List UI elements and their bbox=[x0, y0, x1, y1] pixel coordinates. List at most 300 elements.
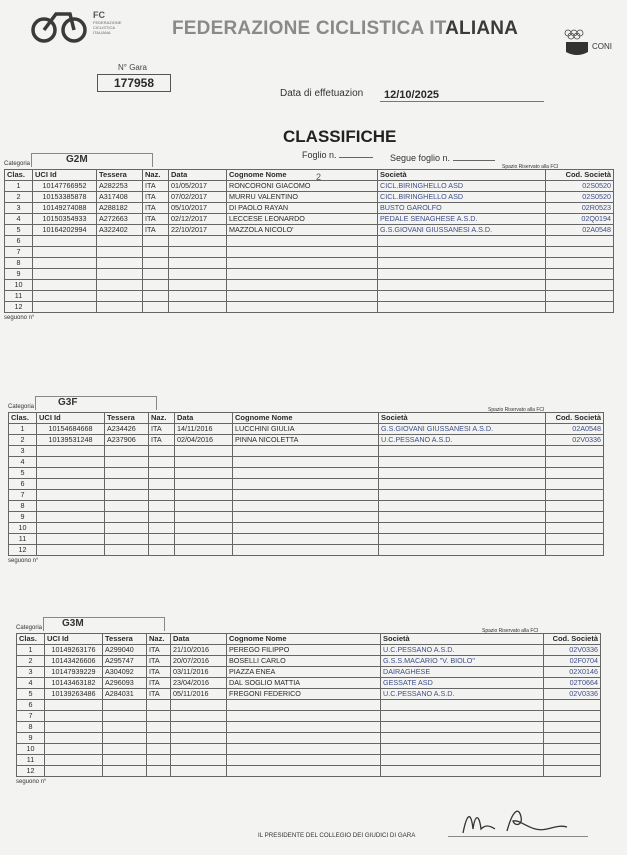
table-cell: ITA bbox=[143, 225, 169, 236]
table-row bbox=[5, 236, 614, 247]
table-cell bbox=[233, 479, 379, 490]
table-header-row bbox=[17, 634, 601, 645]
table-cell bbox=[149, 512, 175, 523]
column-header: Società bbox=[378, 170, 546, 181]
table-cell bbox=[169, 302, 227, 313]
table-cell bbox=[147, 700, 171, 711]
table-cell bbox=[147, 711, 171, 722]
table-cell bbox=[103, 700, 147, 711]
table-cell: 4 bbox=[17, 678, 45, 689]
table-cell bbox=[171, 711, 227, 722]
table-cell: A284031 bbox=[103, 689, 147, 700]
table-row bbox=[9, 468, 604, 479]
coni-label: CONI bbox=[592, 42, 612, 51]
table-cell: 8 bbox=[5, 258, 33, 269]
column-header: Cognome Nome bbox=[227, 170, 378, 181]
table-cell bbox=[143, 302, 169, 313]
table-cell: G.S.GIOVANI GIUSSANESI A.S.D. bbox=[378, 225, 546, 236]
table-cell bbox=[546, 534, 604, 545]
table-cell bbox=[227, 711, 381, 722]
table-cell: A272663 bbox=[97, 214, 143, 225]
table-cell: U.C.PESSANO A.S.D. bbox=[381, 689, 544, 700]
table-row bbox=[9, 435, 604, 446]
table-cell: A237906 bbox=[105, 435, 149, 446]
table-cell: 10164202994 bbox=[33, 225, 97, 236]
table-cell bbox=[175, 468, 233, 479]
table-cell bbox=[227, 236, 378, 247]
table-cell: GESSATE ASD bbox=[381, 678, 544, 689]
table-cell: 12 bbox=[5, 302, 33, 313]
table-cell: 5 bbox=[5, 225, 33, 236]
table-row bbox=[9, 490, 604, 501]
table-cell bbox=[105, 501, 149, 512]
table-cell bbox=[143, 269, 169, 280]
table-row bbox=[5, 291, 614, 302]
fed-line: CICLISTICA bbox=[93, 25, 116, 30]
table-cell bbox=[233, 512, 379, 523]
table-cell: 10147939229 bbox=[45, 667, 103, 678]
category-section bbox=[16, 618, 600, 785]
table-cell: 7 bbox=[9, 490, 37, 501]
results-table bbox=[8, 412, 604, 556]
table-cell: 6 bbox=[17, 700, 45, 711]
table-cell: ITA bbox=[143, 214, 169, 225]
table-cell bbox=[378, 291, 546, 302]
date-label: Data di effetuazion bbox=[280, 88, 364, 99]
table-cell bbox=[149, 490, 175, 501]
segue-label: Segue foglio n. bbox=[390, 153, 451, 163]
column-header: Tessera bbox=[97, 170, 143, 181]
table-cell bbox=[169, 236, 227, 247]
table-row bbox=[9, 501, 604, 512]
table-row bbox=[9, 446, 604, 457]
table-cell bbox=[544, 755, 601, 766]
table-cell: 10 bbox=[17, 744, 45, 755]
table-cell bbox=[233, 545, 379, 556]
table-row bbox=[9, 512, 604, 523]
seguono-label: seguono n° bbox=[16, 779, 47, 785]
table-cell bbox=[105, 545, 149, 556]
table-cell bbox=[33, 280, 97, 291]
table-cell: ITA bbox=[143, 181, 169, 192]
table-cell bbox=[105, 446, 149, 457]
table-cell: 02F0704 bbox=[544, 656, 601, 667]
table-cell bbox=[381, 722, 544, 733]
table-row bbox=[5, 192, 614, 203]
column-header: UCI Id bbox=[45, 634, 103, 645]
table-cell bbox=[175, 446, 233, 457]
table-cell: 02R0523 bbox=[546, 203, 614, 214]
table-cell bbox=[378, 269, 546, 280]
column-header: Cognome Nome bbox=[233, 413, 379, 424]
category-box bbox=[35, 396, 157, 410]
table-cell: G.S.S.MACARIO "V. BIOLO" bbox=[381, 656, 544, 667]
table-cell bbox=[171, 700, 227, 711]
table-cell bbox=[149, 534, 175, 545]
table-cell bbox=[233, 501, 379, 512]
table-cell bbox=[103, 755, 147, 766]
table-cell: 12 bbox=[17, 766, 45, 777]
table-cell bbox=[227, 302, 378, 313]
table-row bbox=[17, 700, 601, 711]
table-cell bbox=[45, 755, 103, 766]
spazio-label: Spazio Riservato alla FCI bbox=[502, 164, 559, 170]
table-cell: ITA bbox=[149, 424, 175, 435]
column-header: Naz. bbox=[149, 413, 175, 424]
table-cell: PINNA NICOLETTA bbox=[233, 435, 379, 446]
table-cell: 6 bbox=[9, 479, 37, 490]
table-cell bbox=[227, 280, 378, 291]
table-cell: 8 bbox=[17, 722, 45, 733]
table-cell bbox=[169, 258, 227, 269]
table-cell: MAZZOLA NICOLO' bbox=[227, 225, 378, 236]
table-cell bbox=[233, 468, 379, 479]
table-cell bbox=[381, 733, 544, 744]
table-cell bbox=[546, 446, 604, 457]
table-cell bbox=[147, 755, 171, 766]
column-header: Data bbox=[169, 170, 227, 181]
gara-number: 177958 bbox=[97, 74, 171, 92]
table-cell bbox=[33, 269, 97, 280]
president-label: IL PRESIDENTE DEL COLLEGIO DEI GIUDICI DI GARA bbox=[258, 832, 416, 839]
table-row bbox=[17, 678, 601, 689]
table-cell bbox=[169, 280, 227, 291]
table-cell: 05/11/2016 bbox=[171, 689, 227, 700]
table-cell bbox=[546, 479, 604, 490]
table-cell bbox=[105, 479, 149, 490]
table-cell: 10143463182 bbox=[45, 678, 103, 689]
table-cell bbox=[379, 446, 546, 457]
table-cell: CICL.BIRINGHELLO ASD bbox=[378, 192, 546, 203]
category-value: G3M bbox=[62, 618, 84, 629]
table-cell bbox=[37, 490, 105, 501]
category-label: Categoria bbox=[16, 625, 43, 631]
table-header-row bbox=[5, 170, 614, 181]
table-cell bbox=[147, 744, 171, 755]
page-title: CLASSIFICHE bbox=[283, 127, 397, 146]
table-row bbox=[9, 545, 604, 556]
table-cell: 10154684668 bbox=[37, 424, 105, 435]
date-value: 12/10/2025 bbox=[380, 89, 544, 102]
column-header: Naz. bbox=[143, 170, 169, 181]
table-cell bbox=[227, 291, 378, 302]
table-cell bbox=[379, 468, 546, 479]
table-cell bbox=[546, 457, 604, 468]
table-cell bbox=[233, 446, 379, 457]
table-cell: LUCCHINI GIULIA bbox=[233, 424, 379, 435]
table-cell: PIAZZA ENEA bbox=[227, 667, 381, 678]
table-cell: 05/10/2017 bbox=[169, 203, 227, 214]
table-cell bbox=[227, 722, 381, 733]
table-row bbox=[9, 457, 604, 468]
table-cell bbox=[379, 457, 546, 468]
table-row bbox=[9, 534, 604, 545]
table-cell: ITA bbox=[147, 667, 171, 678]
table-cell: U.C.PESSANO A.S.D. bbox=[379, 435, 546, 446]
table-cell bbox=[33, 247, 97, 258]
table-cell bbox=[175, 457, 233, 468]
title-part: ALIANA bbox=[445, 18, 519, 39]
federation-title bbox=[172, 18, 518, 40]
table-row bbox=[17, 722, 601, 733]
table-cell: 02V0336 bbox=[544, 689, 601, 700]
table-cell: BUSTO GAROLFO bbox=[378, 203, 546, 214]
table-cell: 10149274088 bbox=[33, 203, 97, 214]
table-cell: 9 bbox=[5, 269, 33, 280]
table-cell: 2 bbox=[17, 656, 45, 667]
table-cell: 10139531248 bbox=[37, 435, 105, 446]
column-header: UCI Id bbox=[37, 413, 105, 424]
table-cell bbox=[227, 258, 378, 269]
category-label: Categoria bbox=[4, 161, 31, 167]
column-header: Società bbox=[381, 634, 544, 645]
table-cell: 9 bbox=[17, 733, 45, 744]
table-cell bbox=[37, 523, 105, 534]
table-cell: 10153385878 bbox=[33, 192, 97, 203]
fed-line: ITALIANA bbox=[93, 30, 111, 35]
table-cell: 14/11/2016 bbox=[175, 424, 233, 435]
table-cell bbox=[233, 490, 379, 501]
table-cell bbox=[105, 490, 149, 501]
table-cell: A288182 bbox=[97, 203, 143, 214]
table-cell bbox=[97, 247, 143, 258]
table-row bbox=[5, 302, 614, 313]
table-cell bbox=[45, 744, 103, 755]
table-row bbox=[5, 247, 614, 258]
table-cell: 02Q0194 bbox=[546, 214, 614, 225]
table-cell bbox=[103, 733, 147, 744]
table-cell: 03/11/2016 bbox=[171, 667, 227, 678]
table-row bbox=[17, 711, 601, 722]
table-cell bbox=[175, 512, 233, 523]
signature-image bbox=[455, 803, 575, 841]
table-cell: ITA bbox=[149, 435, 175, 446]
table-cell: 8 bbox=[9, 501, 37, 512]
table-cell: FREGONI FEDERICO bbox=[227, 689, 381, 700]
table-cell: 23/04/2016 bbox=[171, 678, 227, 689]
table-cell bbox=[379, 523, 546, 534]
column-header: Data bbox=[171, 634, 227, 645]
table-cell: 10143426606 bbox=[45, 656, 103, 667]
table-cell: BOSELLI CARLO bbox=[227, 656, 381, 667]
table-cell bbox=[37, 479, 105, 490]
table-cell bbox=[544, 766, 601, 777]
table-cell: 22/10/2017 bbox=[169, 225, 227, 236]
table-cell: A322402 bbox=[97, 225, 143, 236]
table-cell bbox=[149, 523, 175, 534]
table-cell bbox=[97, 280, 143, 291]
table-cell bbox=[378, 258, 546, 269]
column-header: Clas. bbox=[9, 413, 37, 424]
table-cell: A234426 bbox=[105, 424, 149, 435]
table-cell: 2 bbox=[5, 192, 33, 203]
seguono-label: seguono n° bbox=[8, 558, 39, 564]
table-cell: 02T0664 bbox=[544, 678, 601, 689]
spazio-label: Spazio Riservato alla FCI bbox=[488, 407, 545, 413]
table-cell bbox=[33, 302, 97, 313]
table-cell bbox=[546, 291, 614, 302]
foglio-number: 2 bbox=[316, 172, 322, 182]
table-cell: 5 bbox=[17, 689, 45, 700]
table-cell bbox=[175, 534, 233, 545]
table-cell: 3 bbox=[17, 667, 45, 678]
table-cell bbox=[546, 523, 604, 534]
column-header: Naz. bbox=[147, 634, 171, 645]
table-row bbox=[17, 733, 601, 744]
table-cell bbox=[97, 302, 143, 313]
table-cell: ITA bbox=[147, 656, 171, 667]
table-cell bbox=[175, 490, 233, 501]
table-cell bbox=[227, 744, 381, 755]
table-cell: 02S0520 bbox=[546, 192, 614, 203]
table-cell bbox=[149, 446, 175, 457]
table-cell bbox=[33, 291, 97, 302]
fed-short: FC bbox=[93, 10, 105, 20]
table-cell bbox=[227, 733, 381, 744]
table-cell bbox=[546, 247, 614, 258]
fed-line: FEDERAZIONE bbox=[93, 20, 122, 25]
table-cell: 02/12/2017 bbox=[169, 214, 227, 225]
table-cell: 02X0146 bbox=[544, 667, 601, 678]
table-cell: 3 bbox=[9, 446, 37, 457]
table-cell bbox=[45, 733, 103, 744]
table-cell bbox=[147, 722, 171, 733]
table-cell bbox=[544, 722, 601, 733]
table-cell: 10149263176 bbox=[45, 645, 103, 656]
table-cell bbox=[381, 711, 544, 722]
table-cell bbox=[33, 258, 97, 269]
table-cell bbox=[381, 766, 544, 777]
table-cell: 02/04/2016 bbox=[175, 435, 233, 446]
table-cell bbox=[378, 302, 546, 313]
table-cell: A299040 bbox=[103, 645, 147, 656]
table-cell: 02V0336 bbox=[546, 435, 604, 446]
column-header: Cognome Nome bbox=[227, 634, 381, 645]
table-cell: PEREGO FILIPPO bbox=[227, 645, 381, 656]
spazio-label: Spazio Riservato alla FCI bbox=[482, 628, 539, 634]
table-cell bbox=[381, 744, 544, 755]
table-cell: U.C.PESSANO A.S.D. bbox=[381, 645, 544, 656]
table-cell bbox=[227, 247, 378, 258]
table-cell: 6 bbox=[5, 236, 33, 247]
column-header: Cod. Società bbox=[546, 413, 604, 424]
table-cell bbox=[378, 236, 546, 247]
table-cell: DAIRAGHESE bbox=[381, 667, 544, 678]
table-cell bbox=[143, 247, 169, 258]
table-cell bbox=[45, 766, 103, 777]
table-cell bbox=[171, 766, 227, 777]
table-cell bbox=[37, 501, 105, 512]
results-table bbox=[4, 169, 614, 313]
table-cell bbox=[544, 733, 601, 744]
table-cell: ITA bbox=[147, 678, 171, 689]
table-cell: A295747 bbox=[103, 656, 147, 667]
table-cell bbox=[169, 291, 227, 302]
table-cell bbox=[233, 534, 379, 545]
fed-small-logo-text bbox=[93, 10, 143, 35]
table-cell: 10 bbox=[5, 280, 33, 291]
table-cell: DAL SOGLIO MATTIA bbox=[227, 678, 381, 689]
table-cell: A296093 bbox=[103, 678, 147, 689]
table-cell bbox=[103, 722, 147, 733]
seguono-label: seguono n° bbox=[4, 315, 35, 321]
table-cell: 1 bbox=[17, 645, 45, 656]
table-cell: 2 bbox=[9, 435, 37, 446]
table-cell bbox=[546, 280, 614, 291]
table-cell bbox=[45, 722, 103, 733]
table-cell bbox=[37, 512, 105, 523]
table-cell: 12 bbox=[9, 545, 37, 556]
table-cell bbox=[381, 700, 544, 711]
column-header: Cod. Società bbox=[546, 170, 614, 181]
table-cell bbox=[149, 479, 175, 490]
table-cell bbox=[171, 722, 227, 733]
table-cell bbox=[378, 280, 546, 291]
table-cell: 02A0548 bbox=[546, 424, 604, 435]
table-cell bbox=[169, 269, 227, 280]
table-cell bbox=[546, 468, 604, 479]
table-cell: 10147766952 bbox=[33, 181, 97, 192]
table-cell bbox=[143, 280, 169, 291]
table-row bbox=[17, 656, 601, 667]
table-cell bbox=[379, 490, 546, 501]
table-cell: 11 bbox=[5, 291, 33, 302]
table-cell: 10 bbox=[9, 523, 37, 534]
column-header: Tessera bbox=[105, 413, 149, 424]
table-cell bbox=[546, 490, 604, 501]
table-cell: 9 bbox=[9, 512, 37, 523]
table-cell bbox=[149, 545, 175, 556]
fci-cyclist-logo-icon bbox=[30, 8, 90, 44]
table-cell bbox=[171, 744, 227, 755]
table-cell bbox=[546, 545, 604, 556]
table-cell bbox=[544, 711, 601, 722]
category-value: G3F bbox=[58, 397, 78, 408]
table-cell: RONCORONI GIACOMO bbox=[227, 181, 378, 192]
table-cell: LECCESE LEONARDO bbox=[227, 214, 378, 225]
table-row bbox=[17, 645, 601, 656]
table-cell: PEDALE SENAGHESE A.S.D. bbox=[378, 214, 546, 225]
table-row bbox=[9, 523, 604, 534]
table-row bbox=[5, 203, 614, 214]
table-cell bbox=[546, 512, 604, 523]
table-cell bbox=[175, 479, 233, 490]
table-cell bbox=[233, 457, 379, 468]
table-cell bbox=[546, 236, 614, 247]
table-cell bbox=[143, 291, 169, 302]
table-cell: A282253 bbox=[97, 181, 143, 192]
table-row bbox=[5, 280, 614, 291]
foglio-label: Foglio n. bbox=[302, 150, 337, 160]
table-cell: 07/02/2017 bbox=[169, 192, 227, 203]
table-cell bbox=[171, 733, 227, 744]
table-row bbox=[5, 214, 614, 225]
table-row bbox=[9, 424, 604, 435]
column-header: Tessera bbox=[103, 634, 147, 645]
table-cell: ITA bbox=[143, 203, 169, 214]
table-cell: 11 bbox=[9, 534, 37, 545]
table-cell bbox=[378, 247, 546, 258]
table-cell: 1 bbox=[5, 181, 33, 192]
table-cell bbox=[37, 545, 105, 556]
table-cell bbox=[97, 236, 143, 247]
table-cell bbox=[149, 501, 175, 512]
table-cell: 10139263486 bbox=[45, 689, 103, 700]
table-cell bbox=[149, 457, 175, 468]
table-cell bbox=[105, 534, 149, 545]
table-cell: 11 bbox=[17, 755, 45, 766]
title-part: FEDERAZIONE CICLISTICA IT bbox=[172, 18, 446, 39]
